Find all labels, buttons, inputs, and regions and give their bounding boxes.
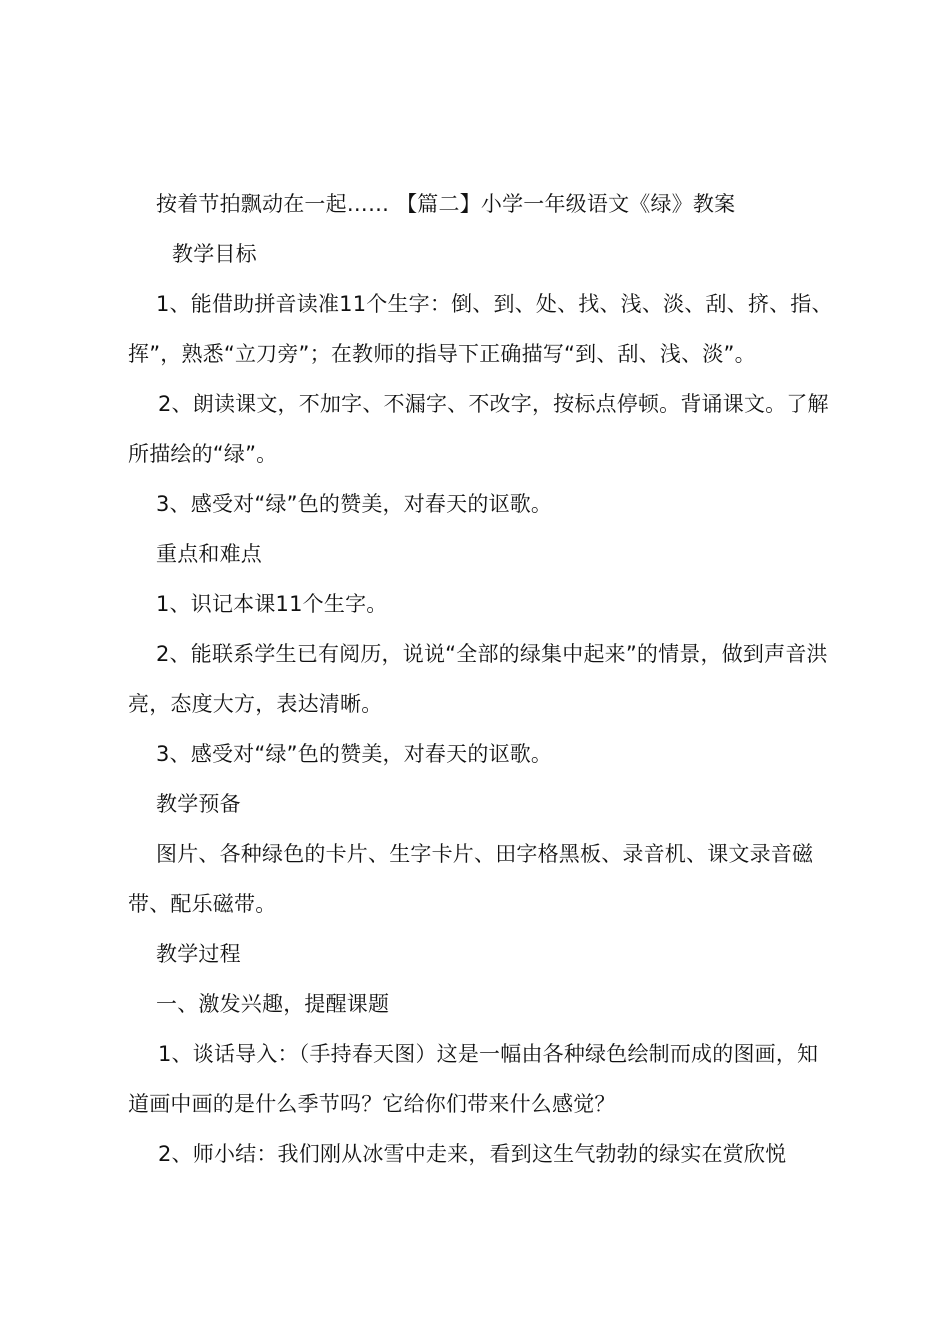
paragraph-goal-2: 2、朗读课文，不加字、不漏字、不改字，按标点停顿。背诵课文。了解所描绘的“绿”。 (128, 392, 829, 466)
heading-teaching-goals: 教学目标 (172, 242, 257, 266)
heading-teaching-process: 教学过程 (156, 942, 241, 966)
paragraph-process-2: 2、师小结：我们刚从冰雪中走来，看到这生气勃勃的绿实在赏欣悦 (158, 1142, 787, 1166)
paragraph-key-point-3: 3、感受对“绿”色的赞美，对春天的讴歌。 (156, 742, 553, 766)
heading-key-points: 重点和难点 (156, 542, 262, 566)
paragraph-goal-3: 3、感受对“绿”色的赞美，对春天的讴歌。 (156, 492, 553, 516)
heading-teaching-prep: 教学预备 (156, 792, 241, 816)
paragraph-section-1: 一、激发兴趣，提醒课题 (156, 992, 390, 1016)
document-body (128, 179, 834, 1179)
paragraph-teaching-prep: 图片、各种绿色的卡片、生字卡片、田字格黑板、录音机、课文录音磁带、配乐磁带。 (128, 842, 814, 916)
paragraph-process-1: 1、谈话导入：（手持春天图）这是一幅由各种绿色绘制而成的图画，知道画中画的是什么季节吗？它给你们带来什么感觉？ (128, 1042, 819, 1116)
paragraph-goal-1: 1、能借助拼音读准11个生字：倒、到、处、找、浅、淡、刮、挤、指、挥”，熟悉“立刀旁”；在教师的指导下正确描写“到、刮、浅、淡”。 (128, 292, 833, 366)
paragraph-key-point-2: 2、能联系学生已有阅历，说说“全部的绿集中起来”的情景，做到声音洪亮，态度大方，表达清晰。 (128, 642, 828, 716)
paragraph-intro-title: 按着节拍飘动在一起…… 【篇二】小学一年级语文《绿》教案 (156, 192, 736, 216)
paragraph-key-point-1: 1、识记本课11个生字。 (156, 592, 388, 616)
